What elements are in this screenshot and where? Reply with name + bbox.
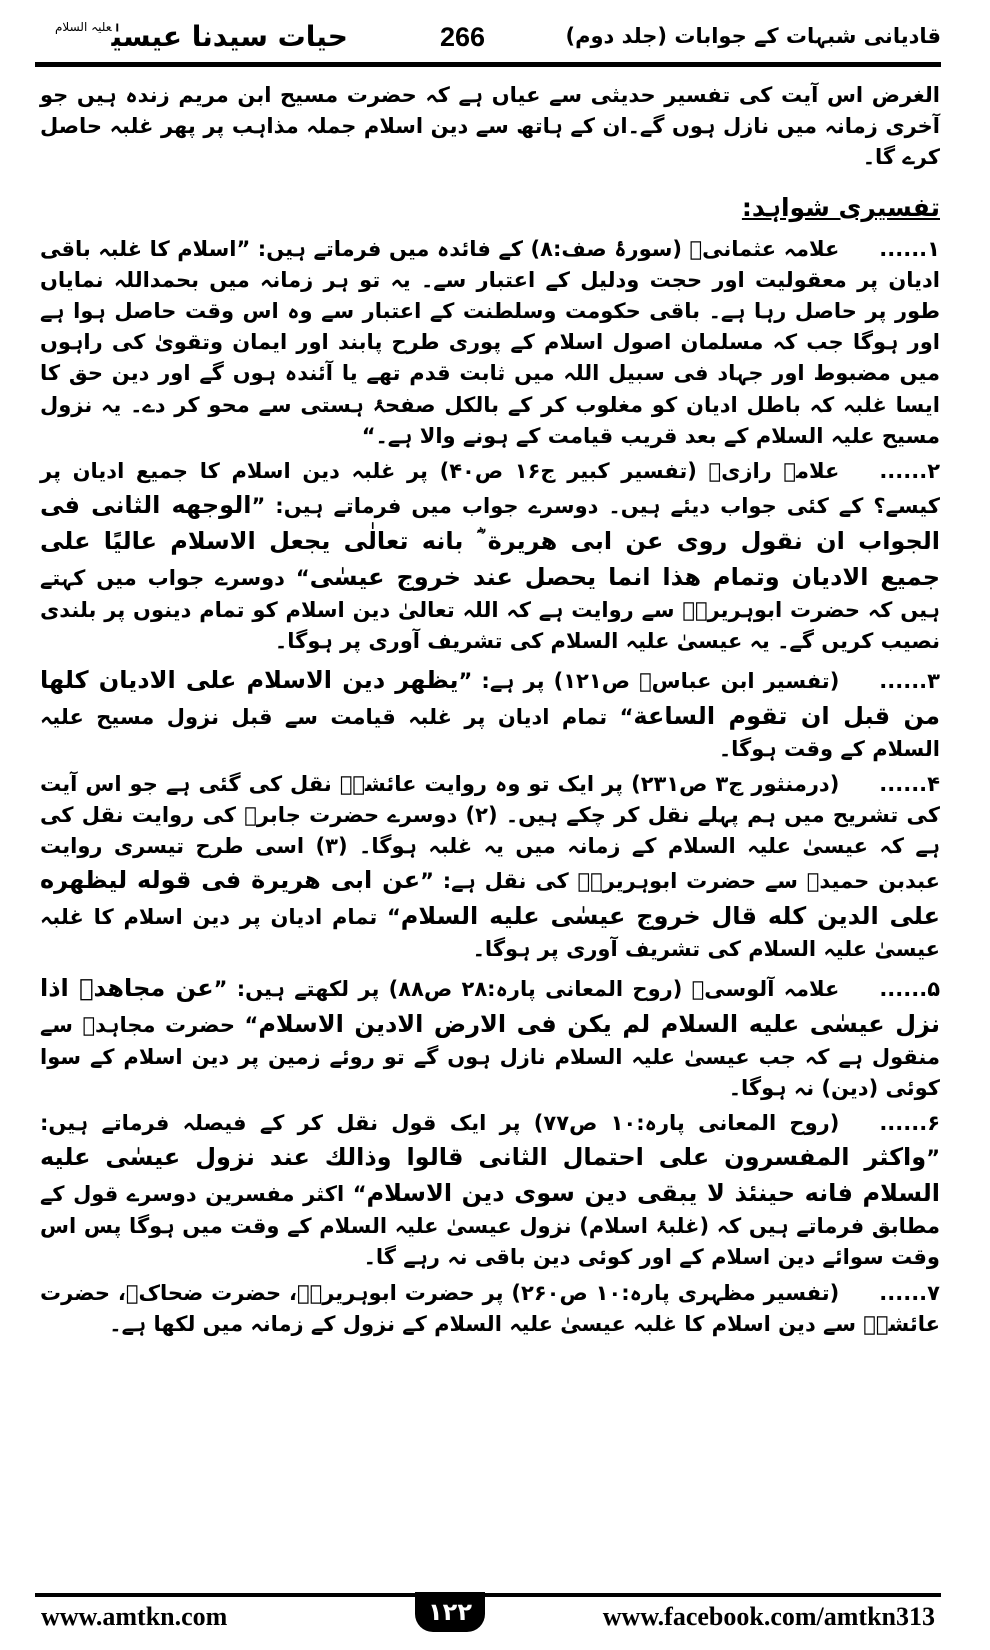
facebook-link[interactable]: www.facebook.com/amtkn313 bbox=[602, 1602, 935, 1631]
header-page-number: 266 bbox=[440, 22, 486, 52]
item-number: ۲...... bbox=[879, 459, 941, 484]
item-number: ۱...... bbox=[879, 236, 940, 261]
item-text: علامہ آلوسیؒ (روح المعانی پارہ:۲۸ ص۸۸) پر لکھتے ہیں: ” bbox=[213, 976, 840, 1001]
item-number: ۳...... bbox=[879, 668, 940, 693]
item-text: (تفسیر مظہری پارہ:۱۰ ص۲۶۰) پر حضرت ابوہریرہؓ، حضرت ضحاکؓ، حضرت عائشہؓ سے دین اسلام کا غلبہ عیسیٰ علیہ السلام کے نزول کے زمانہ میں لکھا ہے۔ bbox=[40, 1280, 940, 1336]
item-translation: “ تمام ادیان پر دین اسلام کا غلبہ عیسیٰ علیہ السلام کی تشریف آوری پر ہوگا۔ bbox=[40, 905, 940, 962]
item-translation: “ دوسرے جواب میں کہتے ہیں کہ حضرت ابوہریرہؓ سے روایت ہے کہ اللہ تعالیٰ دین اسلام کو تمام دینوں پر بلندی نصیب کریں گے۔ یہ عیسیٰ علیہ السلام کی تشریف آوری پر ہوگا۔ bbox=[40, 566, 940, 654]
item-text: علامہ رازیؒ (تفسیر کبیر ج۱۶ ص۴۰) پر غلبہ دین اسلام کا جمیع ادیان پر کیسے؟ کے کئی جواب دیئے ہیں۔ دوسرے جواب میں فرماتے ہیں: ” bbox=[40, 459, 940, 519]
section-heading: تفسیری شواہد: bbox=[741, 192, 940, 222]
running-title-text: حیات سیدنا عیسیٰ bbox=[111, 20, 348, 53]
footer-rule bbox=[35, 1593, 941, 1597]
intro-paragraph: الغرض اس آیت کی تفسیر حدیثی سے عیاں ہے کہ حضرت مسیح ابن مریم زندہ ہیں جو آخری زمانہ میں نازل ہوں گے۔ان کے ہاتھ سے دین اسلام جملہ مذاہب پر پھر غلبہ حاصل کرے گا۔ bbox=[40, 83, 940, 170]
item-7 bbox=[40, 1278, 940, 1340]
item-number: ۴...... bbox=[879, 771, 940, 796]
item-translation: “ تمام ادیان پر غلبہ قیامت سے قبل نزول مسیح علیہ السلام کے وقت ہوگا۔ bbox=[40, 704, 940, 761]
running-title-honorific: علیہ السلام bbox=[55, 20, 112, 34]
arabic-quote: الوجهه الثانی فی الجواب ان نقول روی عن ابی هریرة ؓ بانه تعالٰی یجعل الاسلام عالیًا علی جمیع الادیان وتمام هذا انما یحصل عند خروج عیسٰی bbox=[40, 491, 940, 592]
arabic-quote: عن ابی هریرة فی قوله لیظهره علی الدین کله قال خروج عیسٰی علیه السلام bbox=[40, 866, 940, 931]
item-1 bbox=[40, 234, 940, 452]
item-text: (تفسیر ابن عباسؓ ص۱۲۱) پر ہے: ” bbox=[458, 668, 840, 693]
item-text: (روح المعانی پارہ:۱۰ ص۷۷) پر ایک قول نقل کر کے فیصلہ فرماتے ہیں: ” bbox=[40, 1111, 940, 1171]
website-link[interactable]: www.amtkn.com bbox=[41, 1602, 228, 1631]
item-translation: “ حضرت مجاہدؒ سے منقول ہے کہ جب عیسیٰ علیہ السلام نازل ہوں گے تو روئے زمین پر دین اسلام کے سوا کوئی (دین) نہ ہوگا۔ bbox=[40, 1012, 940, 1100]
item-number: ۶...... bbox=[879, 1111, 941, 1136]
item-number: ۷...... bbox=[879, 1280, 940, 1305]
header-rule bbox=[35, 62, 941, 67]
page-content bbox=[40, 80, 940, 1550]
item-number: ۵...... bbox=[879, 976, 941, 1001]
item-4 bbox=[40, 769, 940, 966]
book-title: قادیانی شبہات کے جوابات (جلد دوم) bbox=[565, 24, 941, 48]
page-footer bbox=[35, 1598, 941, 1638]
arabic-quote: عن مجاهدؒ اذا نزل عیسٰی علیه السلام لم یکن فی الارض الادین الاسلام bbox=[40, 973, 940, 1038]
item-3 bbox=[40, 662, 940, 765]
item-5 bbox=[40, 970, 940, 1104]
item-2 bbox=[40, 456, 940, 658]
footer-page-badge: ۱۲۲ bbox=[415, 1592, 485, 1632]
running-title bbox=[55, 20, 348, 53]
item-text: (درمنثور ج۳ ص۲۳۱) پر ایک تو وہ روایت عائشہؓ نقل کی گئی ہے جو اس آیت کی تشریح میں ہم پہلے نقل کر چکے ہیں۔ (۲) دوسرے حضرت جابرؓ کی روایت نقل کی ہے کہ عیسیٰ علیہ السلام کے زمانہ میں یہ غلبہ ہوگا۔ (۳) اسی طرح تیسری روایت عبدبن حمیدؒ سے حضرت ابوہریرہؓ کی نقل ہے: ” bbox=[40, 771, 941, 894]
item-6 bbox=[40, 1108, 940, 1274]
item-text: علامہ عثمانیؒ (سورۂ صف:۸) کے فائدہ میں فرماتے ہیں: ”اسلام کا غلبہ باقی ادیان پر معقولیت اور حجت ودلیل کے اعتبار سے۔ یہ تو ہر زمانہ میں بحمداللہ نمایاں طور پر حاصل رہا ہے۔ باقی حکومت وسلطنت کے اعتبار سے وہ اس وقت حاصل ہوا ہے اور ہوگا جب کہ مسلمان اصول اسلام کے پوری طرح پابند اور ایمان وتقویٰ کی راہوں میں مضبوط اور جہاد فی سبیل اللہ میں ثابت قدم تھے یا آئندہ ہوں گے اور دین حق کا ایسا غلبہ کہ باطل ادیان کو مغلوب کر کے بالکل صفحۂ ہستی سے محو کر دے۔ یہ نزول مسیح علیہ السلام کے بعد قریب قیامت کے ہونے والا ہے۔“ bbox=[40, 236, 940, 448]
item-translation: “ اکثر مفسرین دوسرے قول کے مطابق فرماتے ہیں کہ (غلبۂ اسلام) نزول عیسیٰ علیہ السلام کے وقت میں ہوگا پس اس وقت سوائے دین اسلام کے اور کوئی دین باقی نہ رہے گا۔ bbox=[40, 1182, 940, 1270]
arabic-quote: واکثر المفسرون علی احتمال الثانی قالوا وذالك عند نزول عیسٰی علیه السلام فانه حینئذ لا یبقی دین سوی دین الاسلام bbox=[40, 1143, 940, 1208]
arabic-quote: یظهر دین الاسلام علی الادیان کلها من قبل ان تقوم الساعة bbox=[40, 665, 941, 730]
page-header bbox=[35, 22, 941, 58]
